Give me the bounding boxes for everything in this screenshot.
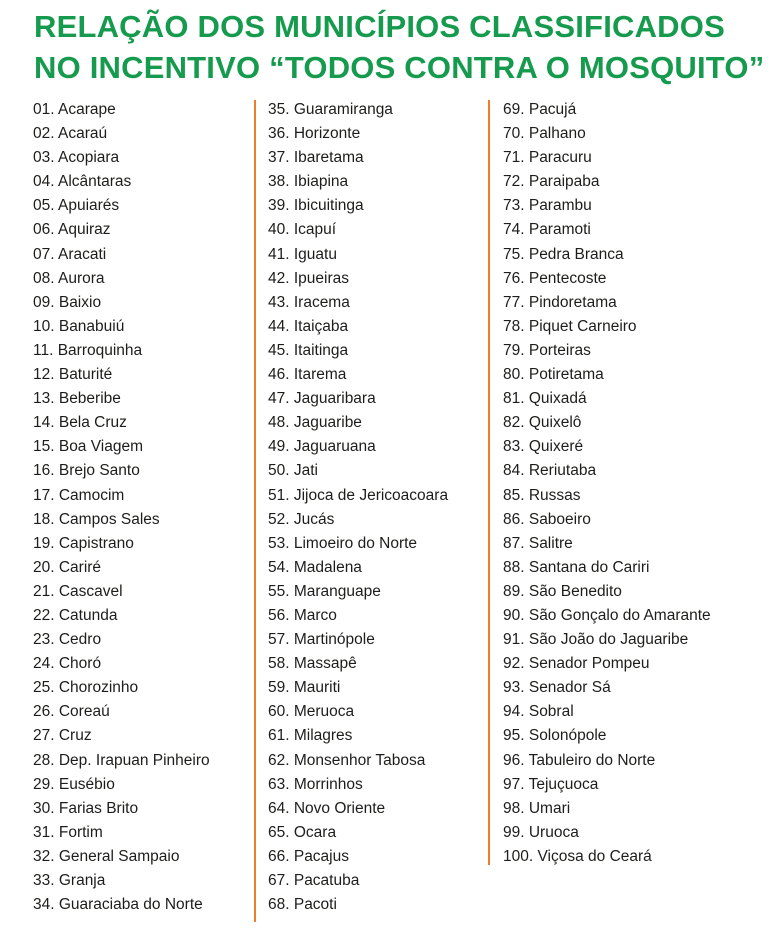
- municipality-item: 71. Paracuru: [503, 149, 592, 167]
- municipality-item: 52. Jucás: [268, 510, 335, 528]
- municipality-item: 82. Quixelô: [503, 414, 582, 432]
- municipality-item: 89. São Benedito: [503, 582, 622, 600]
- municipality-item: 64. Novo Oriente: [268, 799, 386, 817]
- municipality-item: 01. Acarape: [33, 101, 116, 118]
- municipality-item: 68. Pacoti: [268, 896, 337, 914]
- municipality-item: 36. Horizonte: [268, 125, 361, 143]
- municipality-item: 35. Guaramiranga: [268, 101, 393, 118]
- municipality-item: 37. Ibaretama: [268, 149, 364, 167]
- municipality-item: 96. Tabuleiro do Norte: [503, 751, 656, 769]
- municipality-item: 67. Pacatuba: [268, 872, 360, 889]
- municipality-item: 86. Saboeiro: [503, 510, 591, 528]
- municipality-item: 50. Jati: [268, 462, 318, 480]
- municipality-item: 66. Pacajus: [268, 847, 349, 865]
- municipality-item: 76. Pentecoste: [503, 269, 607, 287]
- municipality-item: 75. Pedra Branca: [503, 245, 624, 263]
- municipality-item: 06. Aquiraz: [33, 221, 111, 239]
- municipality-item: 12. Baturité: [33, 366, 113, 384]
- municipality-item: 97. Tejuçuoca: [503, 775, 599, 793]
- municipality-item: 78. Piquet Carneiro: [503, 317, 637, 335]
- municipality-item: 15. Boa Viagem: [33, 438, 144, 456]
- municipality-item: 25. Chorozinho: [33, 679, 139, 697]
- municipality-item: 10. Banabuiú: [33, 317, 125, 335]
- municipality-item: 44. Itaiçaba: [268, 317, 349, 335]
- municipality-item: 60. Meruoca: [268, 703, 355, 721]
- municipality-item: 43. Iracema: [268, 293, 350, 311]
- municipality-item: 17. Camocim: [33, 486, 125, 504]
- municipality-item: 56. Marco: [268, 606, 337, 624]
- municipality-item: 80. Potiretama: [503, 366, 604, 384]
- municipality-item: 62. Monsenhor Tabosa: [268, 751, 426, 769]
- municipality-item: 74. Paramoti: [503, 221, 591, 239]
- title-line-2: NO INCENTIVO “TODOS CONTRA O MOSQUITO”: [34, 50, 765, 85]
- municipality-item: 08. Aurora: [33, 269, 105, 287]
- municipality-item: 65. Ocara: [268, 823, 337, 841]
- municipality-item: 28. Dep. Irapuan Pinheiro: [33, 751, 210, 769]
- municipality-item: 92. Senador Pompeu: [503, 655, 650, 673]
- municipality-item: 40. Icapuí: [268, 221, 337, 239]
- municipality-item: 83. Quixeré: [503, 438, 584, 456]
- municipality-item: 02. Acaraú: [33, 125, 108, 143]
- municipality-item: 09. Baixio: [33, 293, 102, 311]
- municipality-item: 48. Jaguaribe: [268, 414, 362, 432]
- municipality-item: 34. Guaraciaba do Norte: [33, 896, 203, 914]
- municipality-item: 23. Cedro: [33, 631, 102, 649]
- municipality-item: 16. Brejo Santo: [33, 462, 140, 480]
- column-divider-1: [254, 100, 256, 922]
- municipality-column-1: [33, 98, 210, 917]
- municipality-item: 26. Coreaú: [33, 703, 110, 721]
- municipality-item: 27. Cruz: [33, 727, 92, 745]
- municipality-item: 04. Alcântaras: [33, 173, 132, 191]
- municipality-item: 13. Beberibe: [33, 390, 121, 408]
- municipality-item: 33. Granja: [33, 872, 106, 889]
- municipality-item: 03. Acopiara: [33, 149, 120, 167]
- title-line-1: RELAÇÃO DOS MUNICÍPIOS CLASSIFICADOS: [34, 9, 725, 44]
- municipality-item: 31. Fortim: [33, 823, 103, 841]
- municipality-item: 57. Martinópole: [268, 631, 375, 649]
- municipality-column-2: [268, 98, 448, 917]
- column-divider-2: [488, 100, 490, 865]
- municipality-item: 18. Campos Sales: [33, 510, 160, 528]
- municipality-item: 05. Apuiarés: [33, 197, 120, 215]
- municipality-item: 30. Farias Brito: [33, 799, 139, 817]
- municipality-item: 73. Parambu: [503, 197, 592, 215]
- municipality-item: 95. Solonópole: [503, 727, 607, 745]
- municipality-item: 58. Massapê: [268, 655, 357, 673]
- municipality-item: 19. Capistrano: [33, 534, 134, 552]
- municipality-item: 59. Mauriti: [268, 679, 341, 697]
- municipality-item: 93. Senador Sá: [503, 679, 611, 697]
- municipality-item: 90. São Gonçalo do Amarante: [503, 606, 711, 624]
- municipality-item: 46. Itarema: [268, 366, 347, 384]
- municipality-item: 72. Paraipaba: [503, 173, 600, 191]
- municipality-item: 24. Choró: [33, 655, 102, 673]
- municipality-item: 54. Madalena: [268, 558, 362, 576]
- municipality-item: 41. Iguatu: [268, 245, 337, 263]
- municipality-item: 55. Maranguape: [268, 582, 381, 600]
- municipality-item: 39. Ibicuitinga: [268, 197, 364, 215]
- municipality-item: 94. Sobral: [503, 703, 574, 721]
- municipality-item: 85. Russas: [503, 486, 581, 504]
- municipality-item: 81. Quixadá: [503, 390, 587, 408]
- municipality-item: 61. Milagres: [268, 727, 353, 745]
- municipality-item: 07. Aracati: [33, 245, 107, 263]
- municipality-item: 77. Pindoretama: [503, 293, 617, 311]
- municipality-column-3: [503, 98, 711, 869]
- municipality-item: 29. Eusébio: [33, 775, 115, 793]
- municipality-item: 79. Porteiras: [503, 341, 591, 359]
- municipality-item: 49. Jaguaruana: [268, 438, 376, 456]
- municipality-item: 69. Pacujá: [503, 101, 577, 118]
- municipality-item: 45. Itaitinga: [268, 341, 349, 359]
- municipality-item: 100. Viçosa do Ceará: [503, 847, 652, 865]
- municipality-item: 91. São João do Jaguaribe: [503, 631, 689, 649]
- municipality-item: 20. Cariré: [33, 558, 102, 576]
- municipality-item: 87. Salitre: [503, 534, 573, 552]
- municipality-item: 53. Limoeiro do Norte: [268, 534, 418, 552]
- municipality-item: 47. Jaguaribara: [268, 390, 376, 408]
- municipality-item: 88. Santana do Cariri: [503, 558, 650, 576]
- municipality-item: 38. Ibiapina: [268, 173, 349, 191]
- page-title: [34, 6, 764, 88]
- municipality-item: 84. Reriutaba: [503, 462, 597, 480]
- municipality-item: 98. Umari: [503, 799, 571, 817]
- municipality-item: 63. Morrinhos: [268, 775, 363, 793]
- municipality-item: 70. Palhano: [503, 125, 586, 143]
- municipality-item: 32. General Sampaio: [33, 847, 180, 865]
- municipality-item: 22. Catunda: [33, 606, 118, 624]
- municipality-item: 14. Bela Cruz: [33, 414, 127, 432]
- municipality-item: 99. Uruoca: [503, 823, 579, 841]
- municipality-item: 11. Barroquinha: [33, 341, 143, 359]
- municipality-item: 51. Jijoca de Jericoacoara: [268, 486, 449, 504]
- municipality-item: 42. Ipueiras: [268, 269, 349, 287]
- municipality-item: 21. Cascavel: [33, 582, 123, 600]
